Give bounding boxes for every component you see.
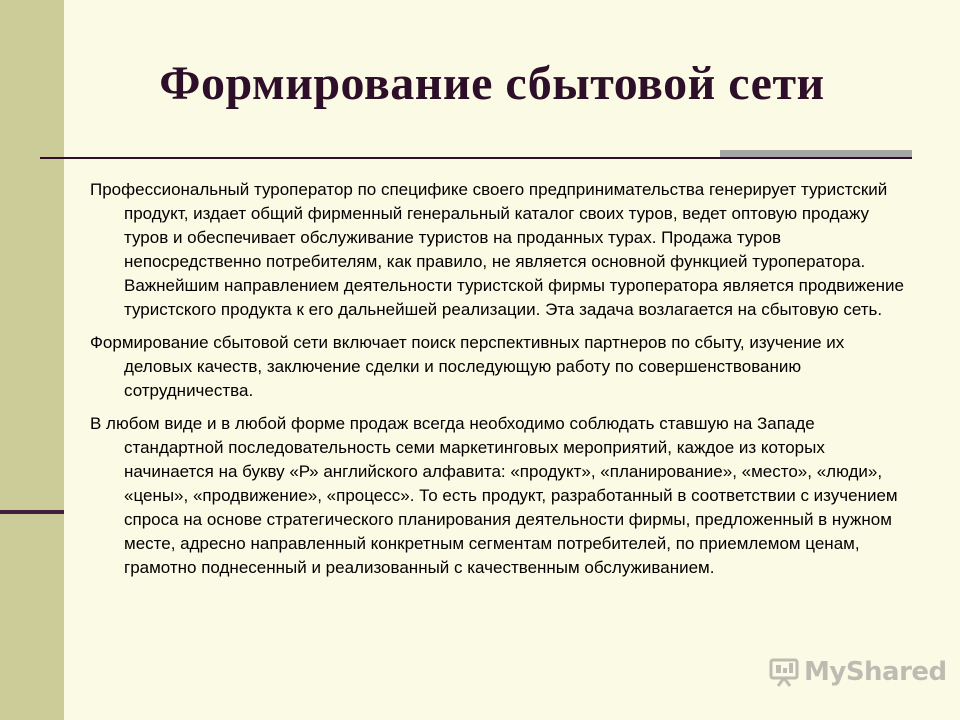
left-decor-band [0,0,64,720]
paragraph-2: Формирование сбытовой сети включает поиск перспективных партнеров по сбыту, изучение их деловых качеств, заключение сделки и последующую работу по совершенствованию сотрудничества. [90,333,845,400]
title-rule [40,157,912,159]
slide-title: Формирование сбытовой сети [159,57,825,110]
paragraph-3: В любом виде и в любой форме продаж всегда необходимо соблюдать ставшую на Западе стандартной последовательность семи маркетинговых мероприятий, каждое из которых начинается на букву «Р» английского алфавита: «продукт», «планирование», «место», «люди», «цены», «продвижение», «процесс». То есть продукт, разработанный в соответствии с изучением спроса на основе стратегического планирования деятельности фирмы, предложенный в нужном месте, адресно направленный конкретным сегментам потребителей, по приемлемом ценам, грамотно поднесенный и реализованный с качественным обслуживанием. [90,414,898,577]
presentation-board-icon [768,656,800,688]
paragraph-1: Профессиональный туроператор по специфике своего предпринимательства генерирует туристский продукт, издает общий фирменный генеральный каталог своих туров, ведет оптовую продажу туров и обеспечивает обслуживание туристов на проданных турах. Продажа туров непосредственно потребителям, как правило, не является основной функцией туроператора. Важнейшим направлением деятельности туристской фирмы туроператора является продвижение туристского продукта к его дальнейшей реализации. Эта задача возлагается на сбытовую сеть. [90,180,904,319]
left-accent-bar [0,510,64,514]
slide-body [90,178,910,589]
watermark-text: MyShared [804,657,947,687]
watermark [768,656,947,688]
title-rule-accent [720,150,912,157]
